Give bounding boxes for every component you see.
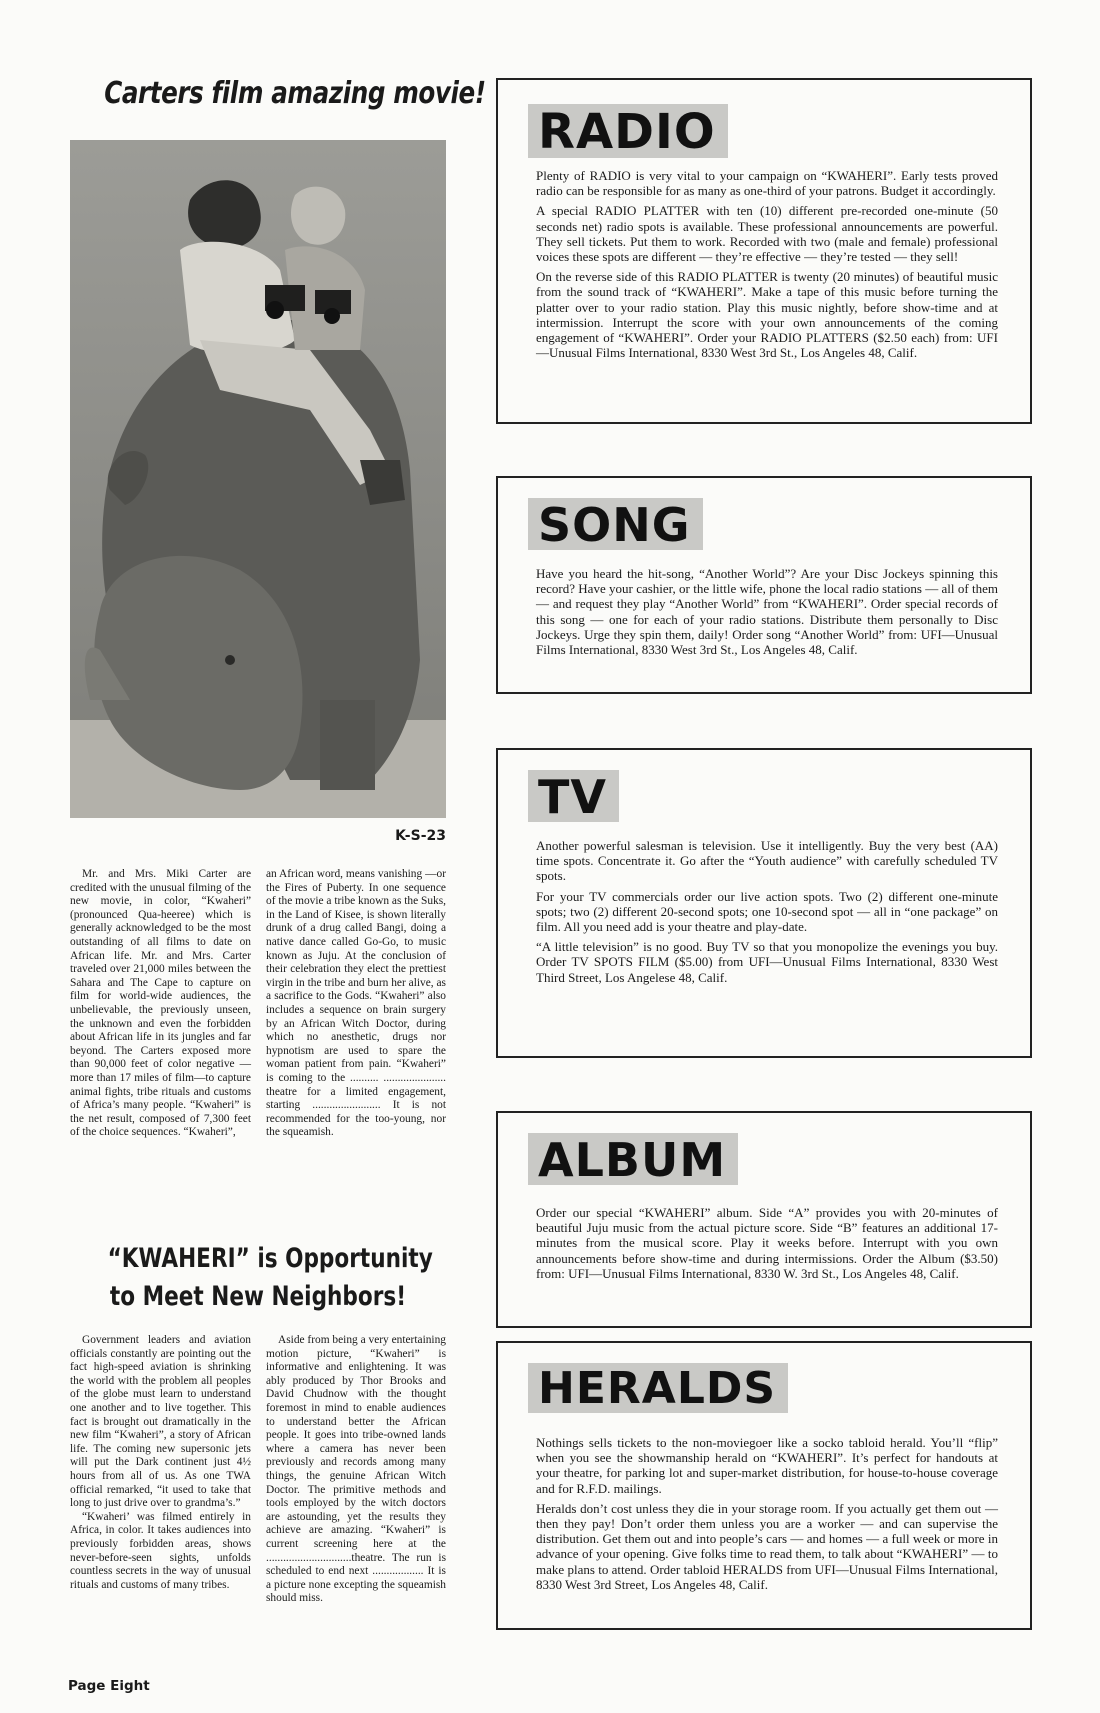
photo-illustration xyxy=(70,140,446,818)
radio-paragraph-2: A special RADIO PLATTER with ten (10) different pre-recorded one-minute (50 seconds net) radio spots is available. These professional announcements are powerful. They sell tickets. Put them to work. Recorded with two (male and female) professional voices these spots are different — they’re effective — they’re tested — they sell! xyxy=(536,203,998,265)
headline-opportunity-line1: “KWAHERI” is Opportunity xyxy=(107,1243,433,1274)
story1-col2-text: an African word, means vanishing —or the Fires of Puberty. In one sequence of the movie a tribe known as the Suks, in the Land of Kisee, is shown literally drunk of a drug called Bangi, doing a native dance called Go-Go, to music known as Juju. At the conclusion of their celebration they elect the prettiest virgin in the tribe and burn her alive, as a sacrifice to the Gods. “Kwaheri” also includes a sequence on brain surgery by an African Witch Doctor, during which no anesthetic, drugs nor hypnotism are used to spare the woman patient from pain. “Kwaheri” is coming to the .......... ...................... theatre for a limited engagement, starting ........................ It is not recommended for the too-young, nor the squeamish. xyxy=(266,868,447,1139)
page-number: Page Eight xyxy=(68,1678,150,1694)
story2-col1-paragraph-1: Government leaders and aviation officials constantly are pointing out the fact high-speed aviation is shrinking the world with the problem all peoples of the globe must learn to understand one another and to live together. This fact is brought out dramatically in the new film “Kwaheri”, a story of African life. The coming new supersonic jets will put the Dark continent just 4½ hours from all of us. As one TWA official remarked, “it used to take that long to just drive over to grandma’s.” xyxy=(70,1334,251,1510)
tv-label: TV xyxy=(528,770,619,822)
story2-column-2 xyxy=(266,1334,446,1606)
tv-paragraph-1: Another powerful salesman is television. Use it intelligently. Buy the very best (AA) time spots. Concentrate it. Go after the “Youth audience” with carefully scheduled TV spots. xyxy=(536,838,998,884)
song-label: SONG xyxy=(528,498,703,550)
radio-paragraph-1: Plenty of RADIO is very vital to your campaign on “KWAHERI”. Early tests proved radio can be responsible for as many as one-third of your patrons. Budget it accordingly. xyxy=(536,168,998,199)
headline-opportunity-line2: to Meet New Neighbors! xyxy=(109,1281,407,1312)
story2-col2-text: Aside from being a very entertaining motion picture, “Kwaheri” is informative and enlightening. It was ably produced by Thor Brooks and David Chudnow with the thought foremost in mind to enable audiences to understand better the African people. It goes into tribe-owned lands where a camera has never been previously and records among many things, the genuine African Witch Doctor. The primitive methods and tools employed by the witch doctors are astounding, yet the results they achieve are amazing. “Kwaheri” is current screening here at the ..............................theatre. The run is scheduled to end next .................. It is a picture none excepting the squeamish should miss. xyxy=(266,1334,446,1605)
story1-column-2 xyxy=(266,868,446,1140)
heralds-label: HERALDS xyxy=(528,1363,788,1413)
story2-column-1 xyxy=(70,1334,251,1592)
album-paragraph-1: Order our special “KWAHERI” album. Side “A” provides you with 20-minutes of beautiful Juju music from the actual picture score. Side “B” features an additional 17-minutes from the musical score. Play it weeks before. Interrupt with you own announcements before show-time and during intermissions. Order the Album ($3.50) from: UFI—Unusual Films International, 8330 W. 3rd St., Los Angeles 48, Calif. xyxy=(536,1205,998,1281)
headline-carters: Carters film amazing movie! xyxy=(104,76,486,111)
tv-paragraph-2: For your TV commercials order our live action spots. Two (2) different one-minute spots; two (2) different 20-second spots; one 10-second spot — all in “one package” on film. All you need add is your theatre and play-date. xyxy=(536,888,998,935)
headline-opportunity xyxy=(70,1240,446,1316)
tv-body xyxy=(536,838,998,990)
heralds-paragraph-2: Heralds don’t cost unless they die in your storage room. If you actually get them out — then they pay! Don’t order them unless you are a worker — and can supervise the distribution. Get them out and into people’s cars — and homes — a full week or more in advance of your opening. Give folks time to read them, to talk about “KWAHERI” — to make plans to attend. Order tabloid HERALDS from UFI—Unusual Films International, 8330 West 3rd Street, Los Angeles 48, Calif. xyxy=(536,1500,998,1592)
photo-carters-on-rhino xyxy=(70,140,446,818)
album-body xyxy=(536,1205,998,1286)
radio-label: RADIO xyxy=(528,104,728,158)
album-label: ALBUM xyxy=(528,1133,738,1185)
song-body xyxy=(536,566,998,662)
story1-column-1 xyxy=(70,868,251,1140)
tv-box xyxy=(496,748,1032,1058)
photo-code: K-S-23 xyxy=(395,828,446,844)
song-paragraph-1: Have you heard the hit-song, “Another World”? Are your Disc Jockeys spinning this record? Have your cashier, or the little wife, phone the local radio stations — all of them — and request they play “Another World” from “KWAHERI”. Order special records of this song — one for each of your radio stations. Distribute them personally to Disc Jockeys. Urge they spin them, daily! Order song “Another World” from: UFI—Unusual Films International, 8330 West 3rd St., Los Angeles 48, Calif. xyxy=(536,566,998,658)
radio-paragraph-3: On the reverse side of this RADIO PLATTER is twenty (20 minutes) of beautiful music from the sound track of “KWAHERI”. Make a tape of this music before turning the platter over to your radio station. Play this music nightly, before show-time and at intermission. Interrupt the score with your own announcements of the coming engagement of “KWAHERI”. Order your RADIO PLATTERS ($2.50 each) from: UFI—Unusual Films International, 8330 West 3rd St., Los Angeles 48, Calif. xyxy=(536,269,998,361)
story1-col1-text: Mr. and Mrs. Miki Carter are credited with the unusual filming of the new movie, in color, “Kwaheri” (pronounced Qua-heeree) which is generally acknowledged to be the most outstanding of all films to date on African life. Mr. and Mrs. Carter traveled over 21,000 miles between the Sahara and The Cape to capture on film for world-wide audiences, the unbelievable, the previously unseen, the unknown and even the forbidden about African life in its jungles and far beyond. The Carters exposed more than 90,000 feet of color negative —more than 17 miles of film—to capture animal fights, tribe rituals and customs of Africa’s many people. “Kwaheri” is the net result, composed of 7,300 feet of the choice sequences. “Kwaheri”, xyxy=(70,868,251,1139)
radio-body xyxy=(536,168,998,365)
story2-col1-paragraph-2: “Kwaheri’ was filmed entirely in Africa, in color. It takes audiences into previously forbidden areas, shows never-before-seen sights, unfolds countless secrets in the way of unusual rituals and customs of many tribes. xyxy=(70,1510,251,1591)
album-box xyxy=(496,1111,1032,1328)
heralds-paragraph-1: Nothings sells tickets to the non-moviegoer like a socko tabloid herald. You’ll “flip” when you see the showmanship herald on “KWAHERI”. It’s perfect for handouts at your theatre, for parking lot and super-market distribution, for house-to-house coverage and for R.F.D. mailings. xyxy=(536,1435,998,1496)
radio-box xyxy=(496,78,1032,424)
song-box xyxy=(496,476,1032,694)
heralds-body xyxy=(536,1435,998,1597)
heralds-box xyxy=(496,1341,1032,1630)
tv-paragraph-3: “A little television” is no good. Buy TV so that you monopolize the evenings you buy. Order TV SPOTS FILM ($5.00) from UFI—Unusual Films International, 8330 West Third Street, Los Angelese 48, Calif. xyxy=(536,939,998,985)
